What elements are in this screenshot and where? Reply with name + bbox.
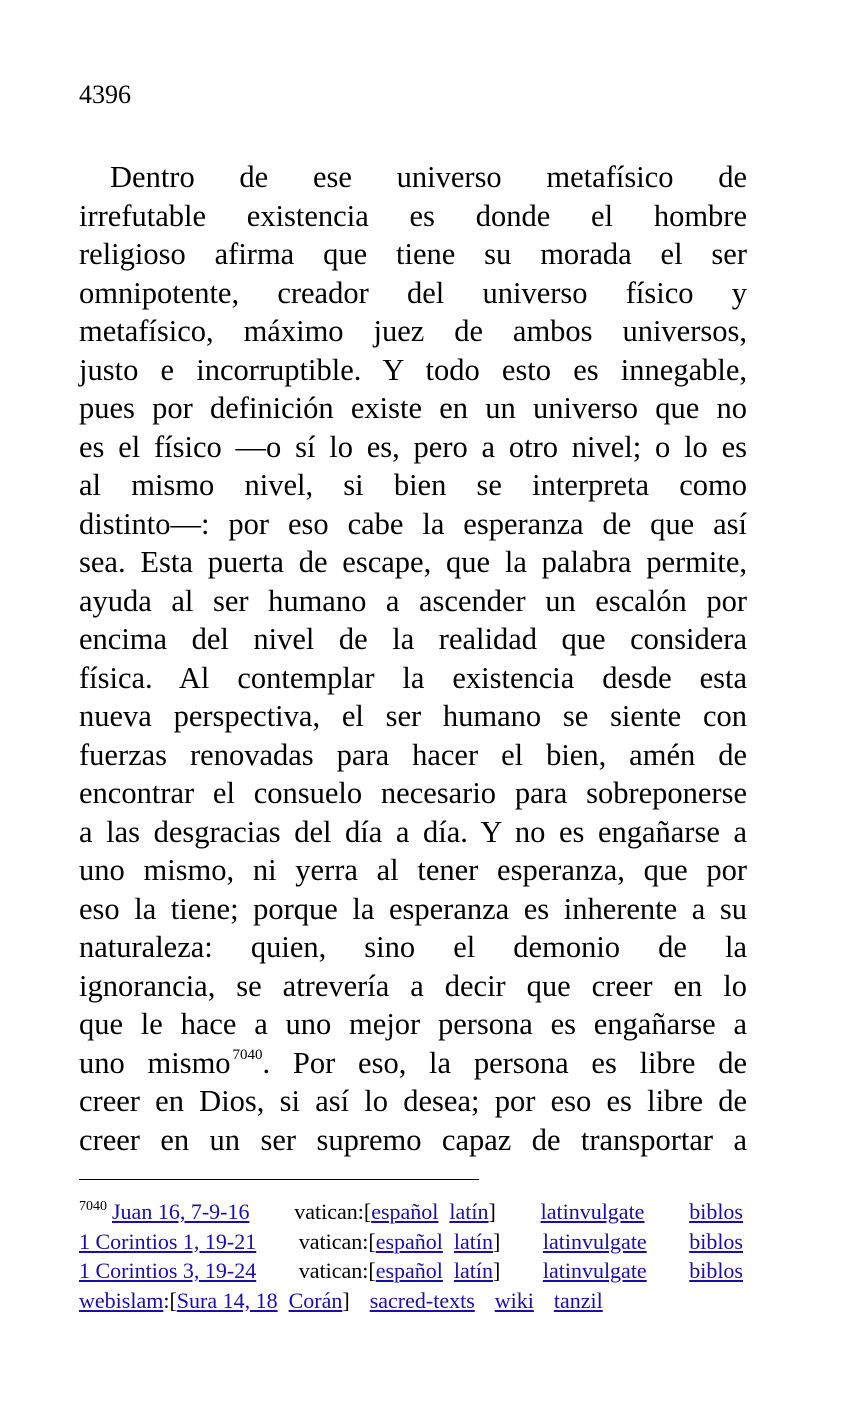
vatican-group	[299, 1227, 501, 1257]
text-line: sea. Esta puerta de escape, que la palabra permite,	[79, 545, 747, 579]
vatican-label: vatican:[	[298, 1258, 376, 1283]
page-number: 4396	[79, 80, 131, 109]
vatican-group	[299, 1256, 501, 1286]
footnote-line	[79, 1256, 743, 1286]
bracket-close: ]	[493, 1228, 501, 1254]
text-line: ignorancia, se atrevería a decir que creer en lo	[79, 968, 747, 1003]
text-segment: uno mismo	[79, 1045, 231, 1080]
link-latinvulgate[interactable]: latinvulgate	[540, 1199, 645, 1224]
link-webislam[interactable]: webislam	[79, 1287, 164, 1313]
link-1-corintios-1[interactable]: 1 Corintios 1, 19-21	[79, 1228, 257, 1254]
link-biblos[interactable]: biblos	[689, 1258, 743, 1283]
text-line: naturaleza: quien, sino el demonio de la	[79, 930, 747, 964]
footnote-divider	[79, 1179, 479, 1180]
text-segment: . Por eso, la persona es libre de	[262, 1045, 747, 1080]
text-line-with-footnote-ref	[79, 1044, 747, 1083]
link-sacred-texts[interactable]: sacred-texts	[369, 1287, 475, 1313]
link-latin[interactable]: latín	[449, 1199, 489, 1224]
link-espanol[interactable]: español	[375, 1258, 443, 1283]
text-line: distinto—: por eso cabe la esperanza de que así	[79, 506, 747, 541]
link-tanzil[interactable]: tanzil	[553, 1287, 603, 1313]
text-line: ayuda al ser humano a ascender un escalón por	[79, 583, 747, 618]
bracket-close: ]	[493, 1258, 501, 1283]
text-line: eso la tiene; porque la esperanza es inherente a su	[79, 891, 747, 926]
link-1-corintios-3[interactable]: 1 Corintios 3, 19-24	[79, 1258, 257, 1283]
link-espanol[interactable]: español	[371, 1199, 439, 1224]
text-line: a las desgracias del día a día. Y no es engañarse a	[79, 814, 747, 849]
text-line: creer en Dios, si así lo desea; por eso es libre de	[79, 1084, 747, 1118]
link-latinvulgate[interactable]: latinvulgate	[542, 1258, 647, 1283]
webislam-group	[79, 1286, 350, 1316]
link-biblos[interactable]: biblos	[689, 1199, 743, 1224]
link-latin[interactable]: latín	[453, 1258, 494, 1283]
link-latin[interactable]: latín	[453, 1228, 494, 1254]
link-coran[interactable]: Corán	[288, 1287, 343, 1313]
text-line: metafísico, máximo juez de ambos universos,	[79, 314, 747, 348]
bracket-close: ]	[342, 1287, 350, 1313]
footnote-line	[79, 1286, 743, 1316]
footnote-line	[79, 1227, 743, 1257]
text-line: al mismo nivel, si bien se interpreta como	[79, 468, 747, 502]
body-text	[79, 158, 747, 1159]
text-line: nueva perspectiva, el ser humano se siente con	[79, 699, 747, 733]
footnote-number: 7040	[79, 1199, 107, 1214]
text-line: Dentro de ese universo metafísico de	[110, 160, 747, 194]
bracket-close: ]	[488, 1199, 496, 1224]
vatican-group	[294, 1197, 496, 1227]
vatican-label: vatican:[	[294, 1199, 372, 1224]
footnote-line	[79, 1197, 743, 1227]
text-line: encima del nivel de la realidad que considera	[79, 622, 747, 656]
bracket-open: :[	[163, 1287, 177, 1313]
footnotes	[79, 1197, 743, 1315]
text-line: es el físico —o sí lo es, pero a otro nivel; o lo es	[79, 429, 747, 464]
text-line: fuerzas renovadas para hacer el bien, amén de	[79, 737, 747, 772]
text-line: física. Al contemplar la existencia desde esta	[79, 660, 747, 695]
vatican-label: vatican:[	[298, 1228, 376, 1254]
link-latinvulgate[interactable]: latinvulgate	[542, 1228, 647, 1254]
text-line: irrefutable existencia es donde el hombre	[79, 198, 747, 233]
text-line: pues por definición existe en un universo que no	[79, 391, 747, 425]
text-line: justo e incorruptible. Y todo esto es innegable,	[79, 352, 747, 387]
text-line: que le hace a uno mejor persona es engañarse a	[79, 1007, 747, 1041]
link-sura[interactable]: Sura 14, 18	[176, 1287, 278, 1313]
text-line: omnipotente, creador del universo físico y	[79, 275, 747, 310]
text-line: creer en un ser supremo capaz de transportar a	[79, 1122, 747, 1157]
text-line: encontrar el consuelo necesario para sobreponerse	[79, 776, 747, 810]
text-line: religioso afirma que tiene su morada el ser	[79, 237, 747, 271]
link-juan[interactable]: Juan 16, 7-9-16	[112, 1199, 250, 1224]
link-biblos[interactable]: biblos	[689, 1228, 743, 1254]
footnote-reference[interactable]: 7040	[232, 1046, 263, 1063]
footnote-entry	[79, 1197, 249, 1227]
text-line: uno mismo, ni yerra al tener esperanza, que por	[79, 853, 747, 887]
link-espanol[interactable]: español	[375, 1228, 443, 1254]
link-wiki[interactable]: wiki	[494, 1287, 534, 1313]
